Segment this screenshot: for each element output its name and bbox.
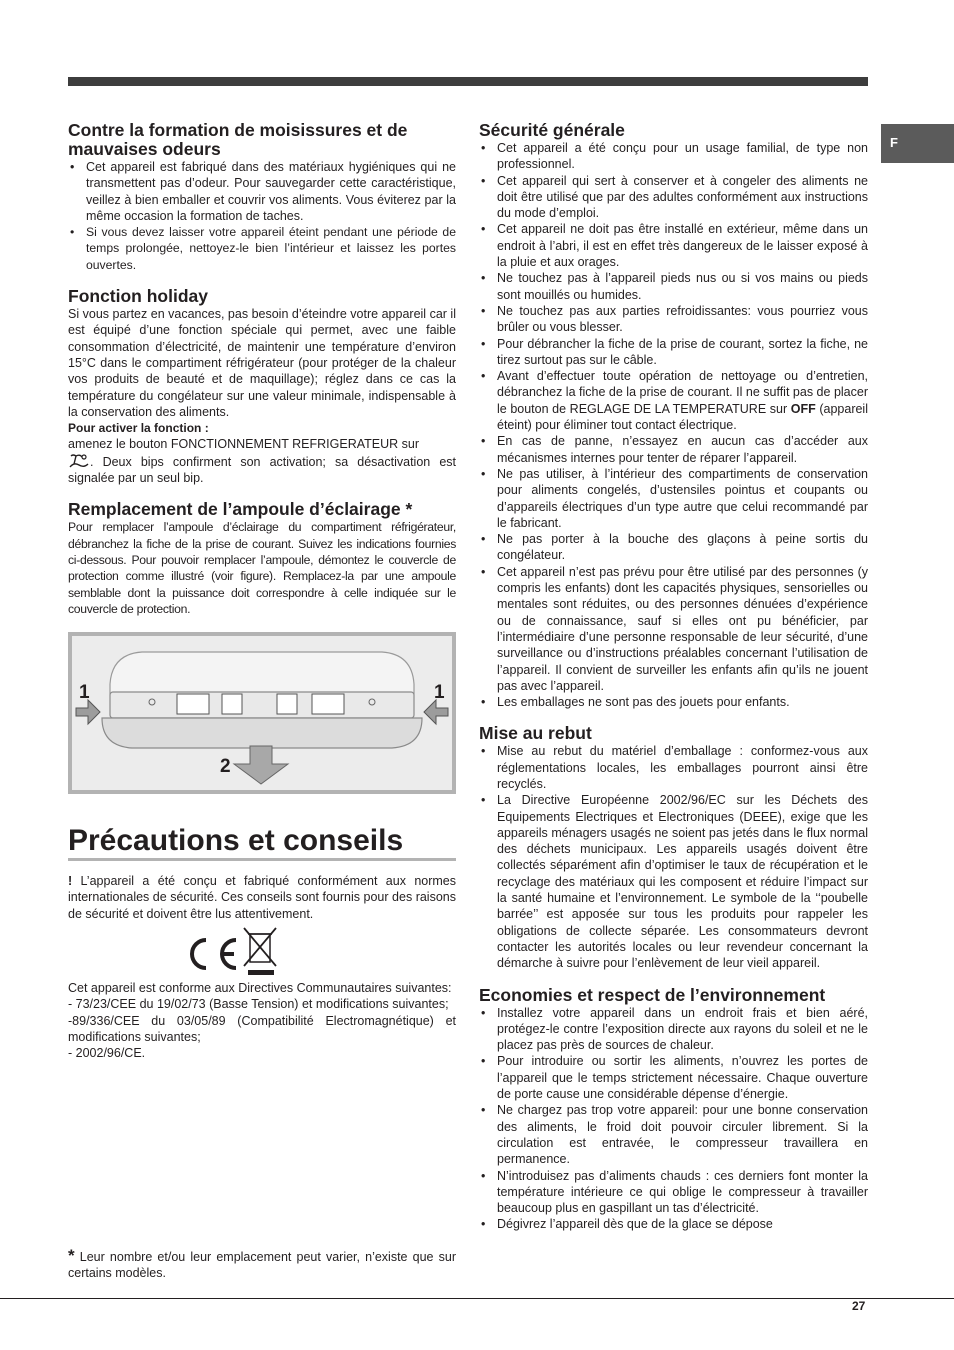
language-tab-label: F <box>890 135 898 150</box>
section-title-holiday: Fonction holiday <box>68 286 208 307</box>
list-item: • Si vous devez laisser votre appareil éteint pendant une période de temps prolongée, nettoyez-le bien l’intérieur et laissez les portes ouvertes. <box>68 224 456 273</box>
list-item: • Cet appareil n’est pas prévu pour être utilisé par des personnes (y compris les enfants) dont les capacités physiques, sensorielles ou mentales sont réduites, ou des personnes dénuées d’expérience ou de connaissance, sauf si elles ont pu bénéficier, par l’intermédiaire d’une personne responsable de leur sécurité, d’une surveillance ou d’instructions préalables concernant l’utilisation de l’appareil. Il convient de surveiller les enfants afin qu’ils ne jouent pas avec l’appareil. <box>479 564 868 694</box>
page-title: Précautions et conseils <box>68 824 404 858</box>
footnote-text <box>68 1248 456 1282</box>
holiday-activate-label: Pour activer la fonction : <box>68 421 209 436</box>
list-item: • Ne touchez pas aux parties refroidissantes: vous pourriez vous brûler ou vous blesser. <box>479 303 868 336</box>
bottom-rule <box>0 1298 954 1299</box>
list-item: • Pour débrancher la fiche de la prise de courant, sortez la fiche, ne tirez surtout pas sur le câble. <box>479 336 868 369</box>
list-item-text: Avant d’effectuer toute opération de nettoyage ou d’entretien, débranchez la fiche de la prise de courant. Il ne suffit pas de placer le bouton de REGLAGE DE LA TEMPERATURE sur <box>497 369 868 416</box>
section-holiday <box>68 287 456 486</box>
conformity-line: -89/336/CEE du 03/05/89 (Compatibilité Electromagnétique) et modifications suivantes; <box>68 1013 456 1044</box>
section-title-securite: Sécurité générale <box>479 120 625 140</box>
crossed-bin-icon <box>240 924 280 978</box>
conformity-marks <box>68 922 456 980</box>
list-item: • Cet appareil a été conçu pour un usage familial, de type non professionnel. <box>479 140 868 173</box>
rebut-list <box>479 743 868 971</box>
language-tab <box>881 124 954 163</box>
securite-list <box>479 140 868 710</box>
section-title-rebut: Mise au rebut <box>479 723 592 744</box>
figure-background <box>72 636 452 790</box>
ampoule-body: Pour remplacer l’ampoule d’éclairage du compartiment réfrigérateur, débranchez la fiche de la prise de courant. Suivez les indications fournies ci-dessous. Pour pouvoir remplacer l’ampoule, démontez le couvercle de protection comme illustré (voir figure). Remplacez-la par une ampoule semblable dont la puissance doit correspondre à celle indiquée sur le couvercle de protection. <box>68 520 456 616</box>
footnote-body: Leur nombre et/ou leur emplacement peut varier, n’existe que sur certains modèles. <box>68 1250 456 1281</box>
off-label: OFF <box>790 401 816 416</box>
economies-list <box>479 1005 868 1233</box>
list-item: • Installez votre appareil dans un endroit frais et bien aéré, protégez-le contre l’exposition directe aux rayons du soleil et ne le placez pas près de sources de chaleur. <box>479 1005 868 1054</box>
left-column <box>68 121 456 1062</box>
list-item: • Cet appareil est fabriqué dans des matériaux hygiéniques qui ne transmettent pas d’odeur. Pour sauvegarder cette caractéristique, veillez à bien emballer et couvrir vos aliments. Vous éviterez par la même occasion la formation de taches. <box>68 159 456 224</box>
precautions-intro-text: L’appareil a été conçu et fabriqué conformément aux normes internationales de sécurité. Ces conseils sont fournis pour des raisons de sécurité et doivent être lus attentivement. <box>68 874 456 921</box>
holiday-activate-text <box>68 436 456 486</box>
figure-label-bottom: 2 <box>220 756 231 778</box>
list-item: • La Directive Européenne 2002/96/EC sur les Déchets des Equipements Electriques et Electroniques (DEEE), exige que les appareils ménagers usagés ne soient pas jetés dans le flux normal des déchets municipaux. Les appareils usagés doivent être collectés séparément afin d’optimiser le taux de récupération et le recyclage des matériaux qui les composent et réduire l’impact sur la santé humaine et l’environnement. Le symbole de la ‘‘poubelle barrée’’ est apposée sur tous les produits pour rappeler les obligations de collecte séparée. Les consommateurs devront contacter les autorités locales ou leur revendeur concernant la démarche à suivre pour l’enlèvement de leur vieil appareil. <box>479 792 868 971</box>
list-item-text: (appareil éteint) pour éliminer tout contact électrique. <box>497 401 868 433</box>
list-item: • Mise au rebut du matériel d’emballage : conformez-vous aux réglementations locales, les emballages pourront ainsi être recyclés. <box>479 743 868 792</box>
section-securite <box>479 121 868 710</box>
list-item: • Pour introduire ou sortir les aliments, n’ouvrez les portes de l’appareil que le temps strictement nécessaire. Chaque ouverture de porte cause une considérable dépense d’énergie. <box>479 1053 868 1102</box>
right-column <box>479 121 868 1233</box>
top-rule <box>68 77 868 86</box>
list-item: • Ne chargez pas trop votre appareil: pour une bonne conservation des aliments, le froid doit pouvoir circuler librement. Si la circulation est entravée, le compresseur travaillera en permanence. <box>479 1102 868 1167</box>
holiday-activate-text-b: . Deux bips confirment son activation; sa désactivation est signalée par un seul bip. <box>68 454 456 486</box>
section-precautions <box>68 824 456 1061</box>
moisissures-list <box>68 159 456 273</box>
precautions-intro <box>68 873 456 922</box>
list-item: • Ne touchez pas à l’appareil pieds nus ou si vos mains ou pieds sont mouillés ou humides. <box>479 270 868 303</box>
lamp-cover-figure <box>68 632 456 794</box>
ce-mark-icon <box>182 934 242 974</box>
figure-label-left: 1 <box>79 682 90 704</box>
list-item: • En cas de panne, n’essayez en aucun cas d’accéder aux mécanismes internes pour tenter de réparer l’appareil. <box>479 433 868 466</box>
holiday-symbol-icon <box>68 453 90 469</box>
holiday-activate-text-a: amenez le bouton FONCTIONNEMENT REFRIGERATEUR sur <box>68 437 420 452</box>
title-rule <box>68 858 456 861</box>
warning-mark: ! <box>68 874 73 889</box>
footnote-star: * <box>68 1246 75 1265</box>
section-moisissures <box>68 121 456 273</box>
conformity-line: Cet appareil est conforme aux Directives Communautaires suivantes: <box>68 981 452 996</box>
section-rebut <box>479 724 868 971</box>
footnote <box>68 1248 456 1282</box>
section-economies <box>479 986 868 1233</box>
section-title-ampoule: Remplacement de l’ampoule d’éclairage * <box>68 499 413 520</box>
section-title-moisissures: Contre la formation de moisissures et de mauvaises odeurs <box>68 120 408 159</box>
list-item: • Ne pas porter à la bouche des glaçons à peine sortis du congélateur. <box>479 531 868 564</box>
list-item <box>479 368 868 433</box>
conformity-line: - 2002/96/CE. <box>68 1046 146 1061</box>
list-item: • Cet appareil qui sert à conserver et à congeler des aliments ne doit être utilisé que par des adultes conformément aux instructions du mode d’emploi. <box>479 173 868 222</box>
list-item: • Cet appareil ne doit pas être installé en extérieur, même dans un endroit à l’abri, il est en effet très dangereux de le laisser exposé à la pluie et aux orages. <box>479 221 868 270</box>
list-item: • Les emballages ne sont pas des jouets pour enfants. <box>479 694 868 710</box>
conformity-line: - 73/23/CEE du 19/02/73 (Basse Tension) et modifications suivantes; <box>68 997 449 1012</box>
lamp-cover-illustration <box>72 636 452 790</box>
section-ampoule <box>68 500 456 794</box>
list-item: • N’introduisez pas d’aliments chauds : ces derniers font monter la température intérieure ce qui oblige le compresseur à travailler beaucoup plus en gaspillant un tas d’électricité. <box>479 1168 868 1217</box>
page-number: 27 <box>852 1299 866 1313</box>
holiday-body: Si vous partez en vacances, pas besoin d’éteindre votre appareil car il est équipé d’une fonction spéciale qui permet, avec une faible consommation d’électricité, de maintenir une température d’environ 15°C dans le compartiment réfrigérateur (pour protéger de la chaleur vos produits de beauté et de maquillage); réglez dans ce cas la température du congélateur sur une valeur minimale, indispensable à la conservation des aliments. <box>68 307 456 419</box>
figure-label-right: 1 <box>434 682 445 704</box>
section-title-economies: Economies et respect de l’environnement <box>479 984 826 1005</box>
list-item: • Dégivrez l’appareil dès que de la glace se dépose <box>479 1216 868 1232</box>
list-item: • Ne pas utiliser, à l’intérieur des compartiments de conservation pour aliments congelés, d’ustensiles pointus et coupants ou d’appareils électriques d’un type autre que celui recommandé par le fabricant. <box>479 466 868 531</box>
